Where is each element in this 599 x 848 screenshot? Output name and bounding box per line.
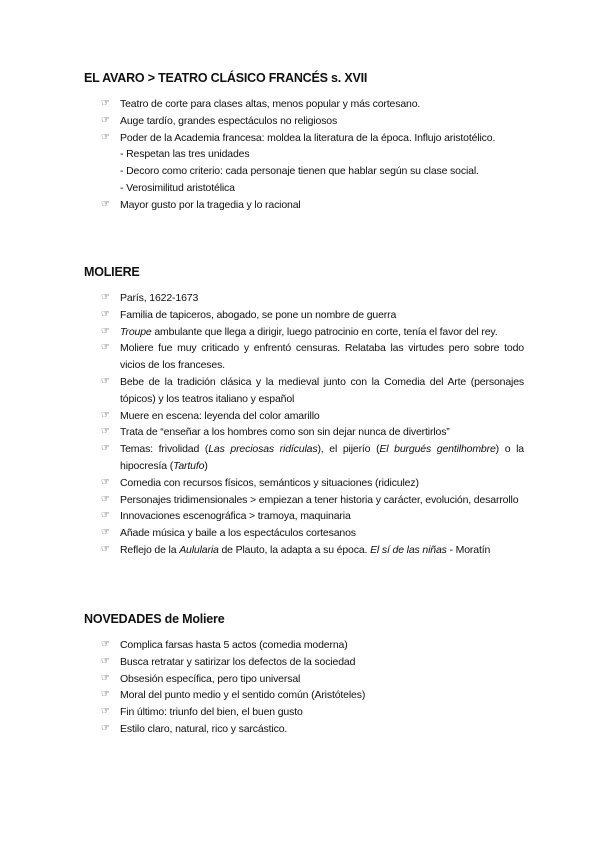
list-item-text: Añade música y baile a los espectáculos cortesanos	[120, 527, 356, 540]
list-item-text: ) o la hipocresía (	[120, 443, 524, 472]
list-item	[84, 475, 524, 492]
pointing-hand-bullet-icon: ☞	[101, 114, 110, 126]
list-item	[84, 96, 524, 113]
pointing-hand-bullet-icon: ☞	[101, 527, 110, 539]
italic-title-text: El burgués gentilhombre	[379, 443, 496, 456]
list-item	[84, 687, 524, 704]
list-item-text: Reflejo de la	[120, 543, 180, 556]
pointing-hand-bullet-icon: ☞	[101, 655, 110, 667]
pointing-hand-bullet-icon: ☞	[101, 426, 110, 438]
sub-list-item: - Verosimilitud aristotélica	[120, 181, 235, 194]
list-item-text: París, 1622-1673	[120, 292, 199, 304]
section-novedades	[84, 611, 524, 738]
sub-list-item: - Decoro como criterio: cada personaje tienen que hablar según su clase social.	[120, 165, 479, 178]
list-item-text: ambulante que llega a dirigir, luego patrocinio en corte, tenía el favor del rey.	[151, 325, 498, 338]
list-item-text: Mayor gusto por la tragedia y lo racional	[120, 198, 301, 211]
sub-list-item: - Respetan las tres unidades	[120, 148, 250, 161]
list-item-text: Personajes tridimensionales > empiezan a tener historia y carácter, evolución, desarrollo	[120, 493, 519, 506]
list-item	[84, 542, 524, 559]
pointing-hand-bullet-icon: ☞	[101, 409, 110, 421]
bullet-list	[84, 96, 524, 214]
pointing-hand-bullet-icon: ☞	[101, 543, 110, 555]
pointing-hand-bullet-icon: ☞	[101, 639, 110, 650]
list-item	[84, 424, 524, 441]
pointing-hand-bullet-icon: ☞	[101, 325, 110, 337]
section-heading: NOVEDADES de Moliere	[84, 612, 225, 626]
list-item	[84, 721, 524, 738]
pointing-hand-bullet-icon: ☞	[101, 476, 110, 488]
list-item-text: Poder de la Academia francesa: moldea la literatura de la época. Influjo aristotélico.	[120, 131, 496, 144]
pointing-hand-bullet-icon: ☞	[101, 672, 110, 684]
italic-title-text: El sí de las niñas	[370, 543, 447, 556]
pointing-hand-bullet-icon: ☞	[101, 722, 110, 734]
list-item	[84, 671, 524, 688]
pointing-hand-bullet-icon: ☞	[101, 98, 110, 109]
list-item	[84, 374, 524, 408]
section-heading: EL AVARO > TEATRO CLÁSICO FRANCÉS s. XVII	[84, 71, 368, 85]
list-item	[84, 525, 524, 542]
list-item	[84, 654, 524, 671]
list-item-text: Obsesión específica, pero tipo universal	[120, 672, 301, 685]
list-item-text: Auge tardío, grandes espectáculos no religiosos	[120, 114, 338, 127]
pointing-hand-bullet-icon: ☞	[101, 689, 110, 701]
section-heading: MOLIERE	[84, 265, 140, 279]
list-item-text: de Plauto, la adapta a su época.	[218, 543, 371, 556]
list-item-text: Bebe de la tradición clásica y la medieval junto con la Comedia del Arte (personajes tópicos) y los teatros italiano y español	[120, 375, 524, 405]
list-item-text: Trata de “enseñar a los hombres como son sin dejar nunca de divertirlos”	[120, 426, 450, 439]
list-item-text: Busca retratar y satirizar los defectos de la sociedad	[120, 655, 356, 668]
italic-title-text: Tartufo	[173, 459, 205, 472]
list-item	[84, 441, 524, 475]
bullet-list	[84, 290, 524, 559]
section-moliere	[84, 264, 524, 559]
section-el-avaro	[84, 70, 524, 214]
italic-title-text: Aulularia	[179, 543, 219, 556]
list-item-text: Temas: frivolidad (	[120, 443, 209, 456]
pointing-hand-bullet-icon: ☞	[101, 493, 110, 505]
list-item	[84, 340, 524, 374]
list-item	[84, 508, 524, 525]
list-item-text: Familia de tapiceros, abogado, se pone un nombre de guerra	[120, 308, 397, 321]
list-item-text: Teatro de corte para clases altas, menos popular y más cortesano.	[120, 98, 421, 110]
list-item	[84, 637, 524, 654]
list-item-text: Fin último: triunfo del bien, el buen gusto	[120, 706, 303, 719]
list-item	[84, 492, 524, 509]
list-item-text: Comedia con recursos físicos, semánticos y situaciones (ridiculez)	[120, 476, 419, 489]
italic-title-text: Las preciosas ridículas	[208, 443, 318, 456]
list-item-text: Moral del punto medio y el sentido común (Aristóteles)	[120, 689, 366, 702]
pointing-hand-bullet-icon: ☞	[101, 706, 110, 718]
pointing-hand-bullet-icon: ☞	[101, 342, 110, 354]
list-item-text: Muere en escena: leyenda del color amarillo	[120, 409, 320, 422]
pointing-hand-bullet-icon: ☞	[101, 308, 110, 320]
list-item	[84, 130, 524, 147]
list-item	[84, 113, 524, 130]
pointing-hand-bullet-icon: ☞	[101, 443, 110, 455]
bullet-list	[84, 637, 524, 738]
list-item-text: - Moratín	[446, 543, 491, 556]
list-item	[84, 197, 524, 214]
pointing-hand-bullet-icon: ☞	[101, 510, 110, 522]
list-item-text: ), el pijerío (	[317, 443, 380, 456]
list-item	[84, 704, 524, 721]
list-item	[84, 307, 524, 324]
list-item	[84, 324, 524, 341]
italic-title-text: Troupe	[120, 325, 152, 338]
list-item	[84, 408, 524, 425]
list-item-text: Complica farsas hasta 5 actos (comedia moderna)	[120, 639, 348, 651]
list-item-text: Innovaciones escenográfica > tramoya, maquinaria	[120, 510, 351, 523]
pointing-hand-bullet-icon: ☞	[101, 292, 110, 303]
pointing-hand-bullet-icon: ☞	[101, 131, 110, 143]
list-item-text: Estilo claro, natural, rico y sarcástico.	[120, 722, 288, 735]
pointing-hand-bullet-icon: ☞	[101, 375, 110, 387]
list-item-text: )	[204, 459, 208, 472]
list-item	[84, 290, 524, 307]
pointing-hand-bullet-icon: ☞	[101, 198, 110, 210]
list-item-text: Moliere fue muy criticado y enfrentó censuras. Relataba las virtudes pero sobre todo vicios de los franceses.	[120, 342, 524, 372]
